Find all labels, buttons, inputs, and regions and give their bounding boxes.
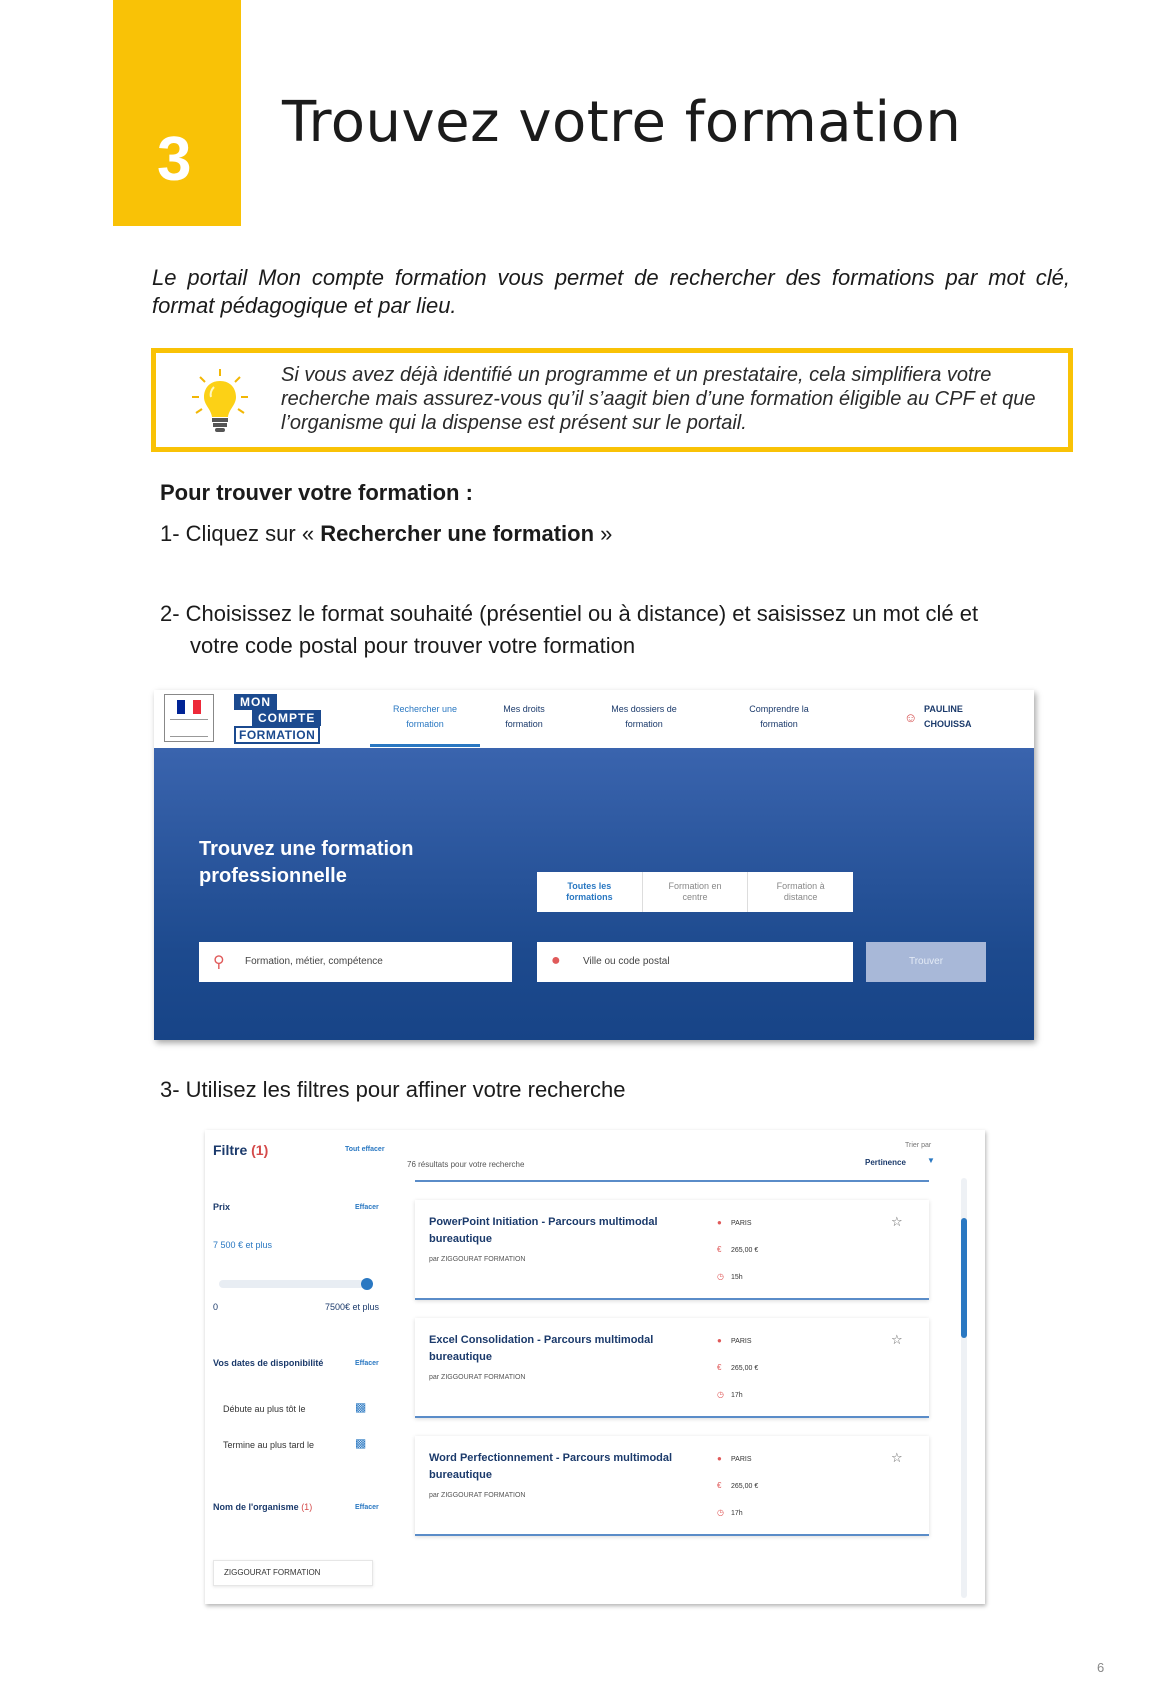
duration-text: 15h	[731, 1274, 743, 1281]
price-text: 265,00 €	[731, 1365, 759, 1372]
hero-title	[199, 836, 413, 890]
result-city	[717, 1336, 752, 1345]
clock-icon: ◷	[717, 1390, 724, 1399]
section-number-box	[113, 0, 241, 226]
step-1	[160, 518, 612, 550]
result-card[interactable]	[415, 1318, 929, 1418]
search-icon: ⚲	[213, 954, 225, 971]
result-card[interactable]	[415, 1200, 929, 1300]
nav-label: Comprendre la	[749, 704, 809, 714]
step-1-bold: Rechercher une formation	[320, 521, 595, 546]
result-org: par ZIGGOURAT FORMATION	[429, 1492, 526, 1499]
nav-mes-droits[interactable]	[484, 702, 564, 732]
result-city	[717, 1454, 752, 1463]
calendar-icon[interactable]: ▩	[355, 1400, 367, 1414]
nav-mes-dossiers[interactable]	[594, 702, 694, 732]
result-duration	[717, 1272, 743, 1281]
clear-price-link[interactable]: Effacer	[355, 1204, 379, 1211]
duration-text: 17h	[731, 1510, 743, 1517]
tab-label: formations	[566, 892, 613, 902]
location-pin-icon: ●	[717, 1336, 722, 1345]
nav-label: Mes dossiers de	[611, 704, 677, 714]
step-2	[160, 598, 1070, 662]
step-1-prefix: 1- Cliquez sur «	[160, 521, 321, 546]
nav-label: Rechercher une	[392, 704, 458, 714]
hero-title-line-2: professionnelle	[199, 865, 347, 887]
tab-toutes-formations[interactable]	[537, 872, 643, 912]
euro-icon: €	[717, 1363, 722, 1372]
calendar-icon[interactable]: ▩	[355, 1436, 367, 1450]
sort-select[interactable]: Pertinence	[865, 1158, 906, 1167]
city-input[interactable]	[537, 942, 853, 982]
org-label-text: Nom de l'organisme	[213, 1502, 299, 1512]
filter-title-text: Filtre	[213, 1142, 248, 1158]
tip-text: Si vous avez déjà identifié un programme et un prestataire, cela simplifiera votre recherche mais assurez-vous qu’il s’aagit bien d’une formation éligible au CPF et que l’organisme qui la dispense est présent sur le portail.	[281, 364, 1036, 434]
chevron-down-icon[interactable]: ▼	[927, 1156, 935, 1165]
page-number: 6	[1097, 1660, 1105, 1675]
nav-label: formation	[625, 719, 663, 729]
mon-compte-formation-logo[interactable]	[234, 694, 330, 742]
star-icon[interactable]: ☆	[891, 1332, 903, 1347]
result-org: par ZIGGOURAT FORMATION	[429, 1256, 526, 1263]
slider-max: 7500€ et plus	[325, 1302, 380, 1312]
city-placeholder: Ville ou code postal	[583, 956, 670, 967]
nav-label: formation	[406, 719, 444, 729]
clock-icon: ◷	[717, 1272, 724, 1281]
result-duration	[717, 1390, 743, 1399]
location-pin-icon: ●	[717, 1218, 722, 1227]
tab-formation-distance[interactable]	[748, 872, 853, 912]
page-title: Trouvez votre formation	[282, 90, 962, 155]
org-filter-chip[interactable]: ZIGGOURAT FORMATION	[213, 1560, 373, 1586]
lightbulb-icon	[190, 367, 250, 437]
search-placeholder: Formation, métier, compétence	[245, 956, 383, 967]
user-name[interactable]	[924, 702, 972, 732]
top-nav	[154, 690, 1034, 748]
result-title[interactable]: PowerPoint Initiation - Parcours multimodal bureautique	[429, 1216, 658, 1245]
price-text: 265,00 €	[731, 1483, 759, 1490]
filter-title	[213, 1142, 268, 1158]
city-text: PARIS	[731, 1456, 752, 1463]
results-count: 76 résultats pour votre recherche	[407, 1160, 525, 1169]
user-first-name: PAULINE	[924, 704, 963, 714]
price-text: 265,00 €	[731, 1247, 759, 1254]
result-title[interactable]: Excel Consolidation - Parcours multimodal bureautique	[429, 1334, 654, 1363]
intro-text: Le portail Mon compte formation vous permet de rechercher des formations par mot clé, format pédagogique et par lieu.	[152, 265, 1070, 318]
tab-formation-centre[interactable]	[643, 872, 749, 912]
city-text: PARIS	[731, 1220, 752, 1227]
how-to-title: Pour trouver votre formation :	[160, 480, 473, 505]
city-text: PARIS	[731, 1338, 752, 1345]
clear-all-link[interactable]: Tout effacer	[345, 1146, 385, 1153]
find-button[interactable]: Trouver	[866, 942, 986, 982]
logo-line-1: MON	[234, 694, 277, 710]
duration-text: 17h	[731, 1392, 743, 1399]
clock-icon: ◷	[717, 1508, 724, 1517]
step-3: 3- Utilisez les filtres pour affiner votre recherche	[160, 1077, 626, 1102]
tab-label: distance	[783, 892, 818, 902]
result-org: par ZIGGOURAT FORMATION	[429, 1374, 526, 1381]
dates-label: Vos dates de disponibilité	[213, 1358, 324, 1368]
format-tabs	[537, 872, 853, 912]
section-number: 3	[157, 125, 192, 194]
location-pin-icon: ●	[551, 952, 561, 969]
step-2-line-2: votre code postal pour trouver votre formation	[190, 633, 636, 658]
nav-comprendre[interactable]	[729, 702, 829, 732]
price-label: Prix	[213, 1202, 231, 1212]
filters-screenshot	[205, 1130, 985, 1604]
price-value: 7 500 € et plus	[213, 1240, 273, 1250]
result-city	[717, 1218, 752, 1227]
star-icon[interactable]: ☆	[891, 1450, 903, 1465]
user-last-name: CHOUISSA	[924, 719, 972, 729]
location-pin-icon: ●	[717, 1454, 722, 1463]
price-slider[interactable]	[219, 1280, 369, 1288]
date-start-label: Débute au plus tôt le	[223, 1404, 306, 1414]
republique-logo	[164, 694, 214, 742]
nav-label: Mes droits	[503, 704, 545, 714]
euro-icon: €	[717, 1245, 722, 1254]
sort-label: Trier par	[905, 1142, 932, 1149]
results-divider	[415, 1180, 929, 1182]
result-price	[717, 1363, 758, 1372]
org-label	[213, 1502, 312, 1512]
clear-dates-link[interactable]: Effacer	[355, 1360, 379, 1367]
result-price	[717, 1245, 758, 1254]
tab-label: Formation en	[668, 881, 722, 891]
tab-label: centre	[682, 892, 708, 902]
results-scrollbar[interactable]	[961, 1178, 967, 1598]
euro-icon: €	[717, 1481, 722, 1490]
result-duration	[717, 1508, 743, 1517]
org-count: (1)	[301, 1502, 313, 1512]
clear-org-link[interactable]: Effacer	[355, 1504, 379, 1511]
tab-label: Toutes les	[567, 881, 612, 891]
filter-count: (1)	[251, 1142, 269, 1158]
tab-label: Formation à	[776, 881, 825, 891]
slider-handle[interactable]	[361, 1278, 373, 1290]
result-title[interactable]: Word Perfectionnement - Parcours multimodal bureautique	[429, 1452, 673, 1481]
date-end-label: Termine au plus tard le	[223, 1440, 315, 1450]
slider-min: 0	[213, 1302, 219, 1312]
nav-rechercher-formation[interactable]	[370, 702, 480, 732]
nav-label: formation	[505, 719, 543, 729]
search-input[interactable]	[199, 942, 512, 982]
result-card[interactable]	[415, 1436, 929, 1536]
nav-active-indicator	[370, 744, 480, 747]
nav-label: formation	[760, 719, 798, 729]
hero-banner	[154, 748, 1034, 1040]
logo-line-3: FORMATION	[234, 726, 320, 744]
step-1-suffix: »	[594, 521, 613, 546]
star-icon[interactable]: ☆	[891, 1214, 903, 1229]
result-price	[717, 1481, 758, 1490]
tip-box	[151, 348, 1073, 452]
filter-panel	[205, 1130, 395, 1604]
user-icon[interactable]: ☺	[904, 710, 918, 725]
scrollbar-thumb[interactable]	[961, 1218, 967, 1338]
hero-title-line-1: Trouvez une formation	[199, 838, 414, 860]
search-screenshot	[154, 690, 1034, 1040]
step-2-line-1: 2- Choisissez le format souhaité (présentiel ou à distance) et saisissez un mot clé et	[160, 601, 979, 626]
logo-line-2: COMPTE	[252, 710, 321, 726]
